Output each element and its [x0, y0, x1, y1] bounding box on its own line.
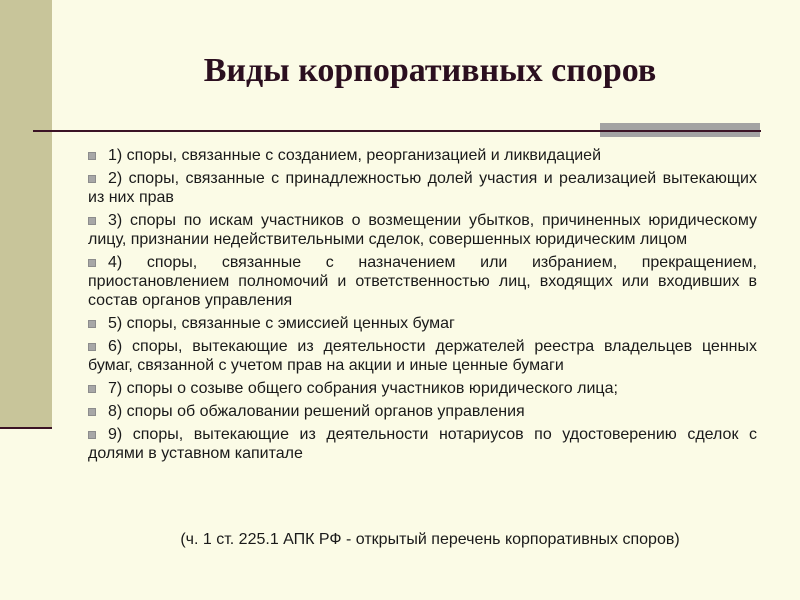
left-bar-bottom-edge [0, 427, 52, 429]
list-item-text: 9) споры, вытекающие из деятельности нотариусов по удостоверению сделок с долями в уставном капитале [88, 426, 757, 462]
list-item [88, 169, 757, 207]
list-item [88, 425, 757, 463]
list-item-text: 2) споры, связанные с принадлежностью долей участия и реализацией вытекающих из них прав [88, 170, 757, 206]
left-decorative-bar [0, 0, 52, 428]
square-bullet-icon [88, 343, 96, 351]
list-item [88, 379, 757, 398]
list-item-text: 1) споры, связанные с созданием, реорганизацией и ликвидацией [108, 147, 602, 164]
list-item [88, 211, 757, 249]
list-item-text: 6) споры, вытекающие из деятельности держателей реестра владельцев ценных бумаг, связанной с учетом прав на акции и иные ценные бумаги [88, 338, 757, 374]
list-item-text: 8) споры об обжаловании решений органов управления [108, 403, 525, 420]
square-bullet-icon [88, 385, 96, 393]
list-item [88, 314, 757, 333]
square-bullet-icon [88, 259, 96, 267]
list-item-text: 5) споры, связанные с эмиссией ценных бумаг [108, 315, 455, 332]
title-accent-line [600, 130, 761, 132]
list-item-text: 3) споры по искам участников о возмещении убытков, причиненных юридическому лицу, признании недействительными сделок, совершенных юридическим лицом [88, 212, 757, 248]
list-item [88, 253, 757, 310]
dispute-types-list [88, 146, 757, 467]
square-bullet-icon [88, 217, 96, 225]
square-bullet-icon [88, 152, 96, 160]
square-bullet-icon [88, 408, 96, 416]
source-footnote: (ч. 1 ст. 225.1 АПК РФ - открытый перечень корпоративных споров) [180, 531, 680, 548]
list-item-text: 7) споры о созыве общего собрания участников юридического лица; [108, 380, 618, 397]
list-item-text: 4) споры, связанные с назначением или избранием, прекращением, приостановлением полномочий и ответственностью лиц, входящих или входивших в состав органов управления [88, 254, 757, 309]
list-item [88, 402, 757, 421]
list-item [88, 337, 757, 375]
square-bullet-icon [88, 320, 96, 328]
square-bullet-icon [88, 175, 96, 183]
list-item [88, 146, 757, 165]
square-bullet-icon [88, 431, 96, 439]
slide-title: Виды корпоративных споров [203, 52, 657, 89]
